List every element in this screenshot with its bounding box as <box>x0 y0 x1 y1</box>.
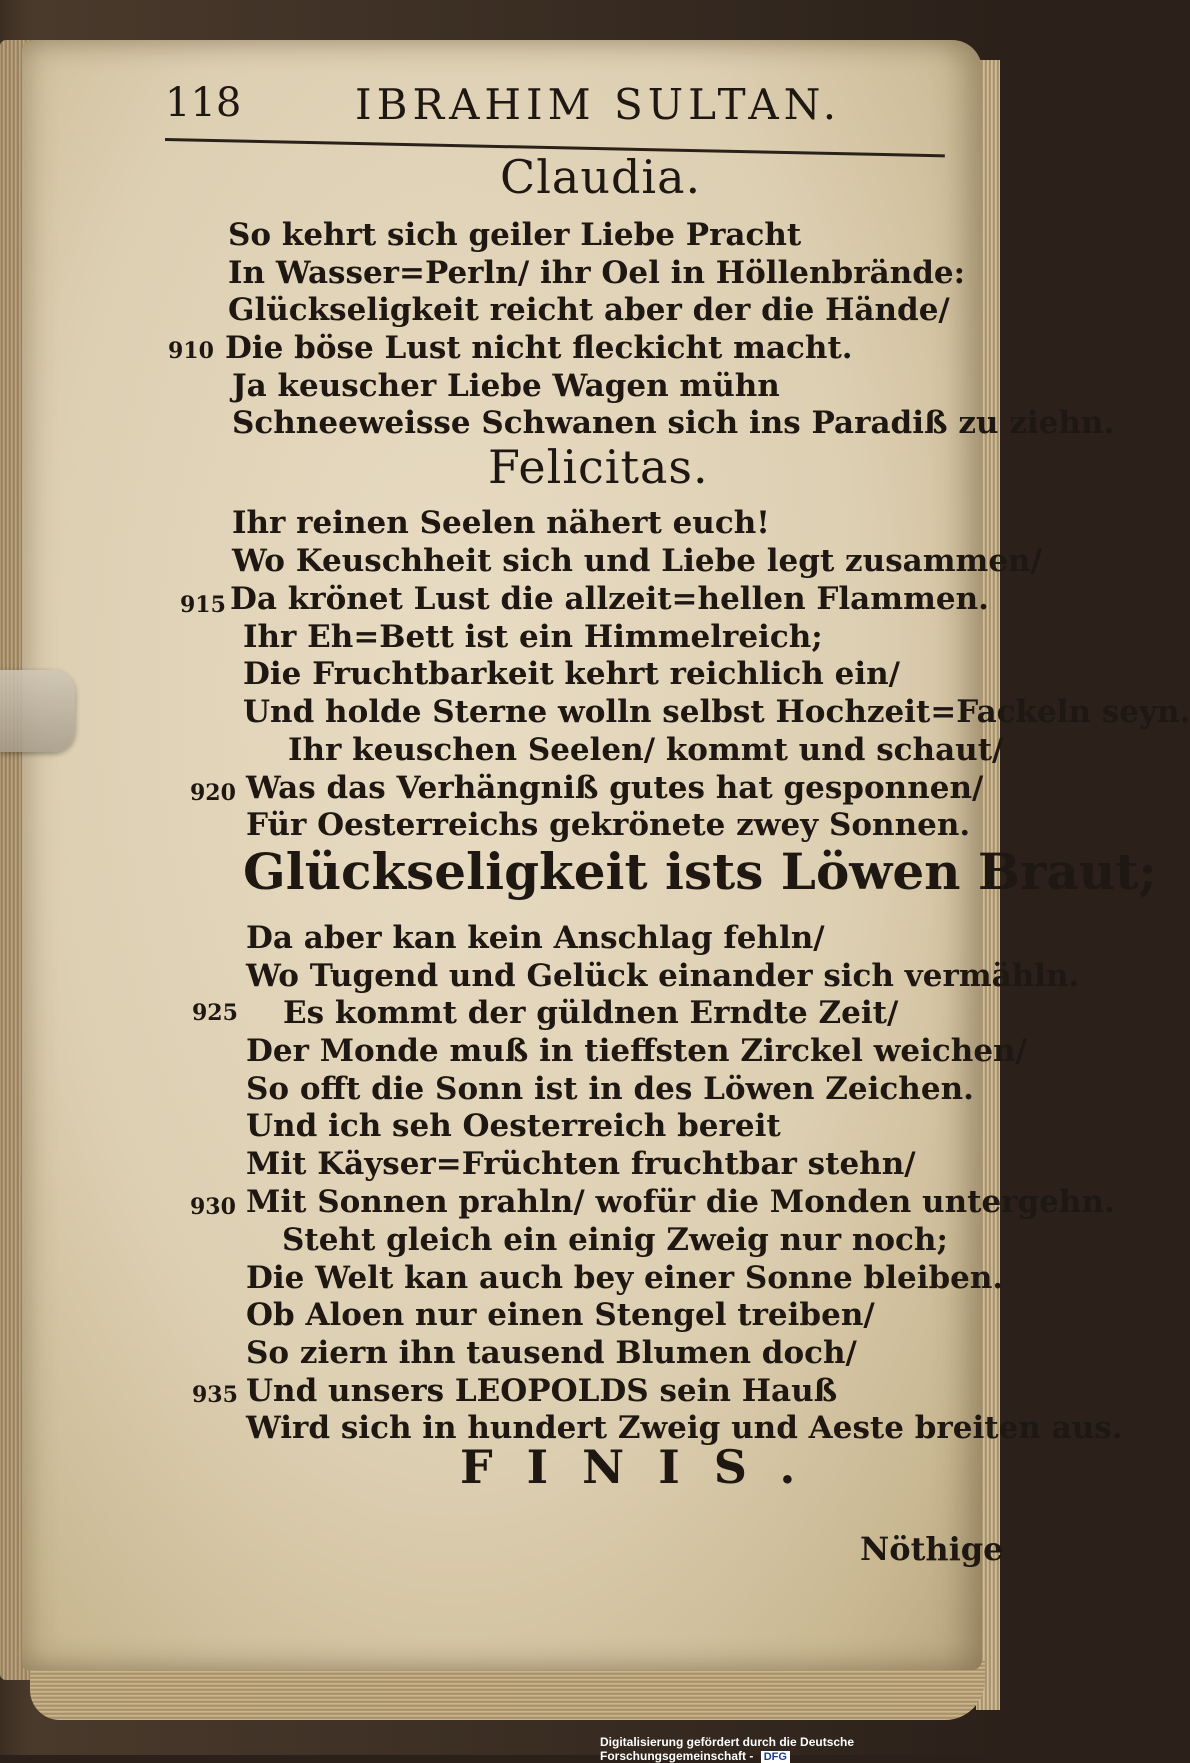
page-number: 118 <box>165 80 242 126</box>
speaker-heading: Felicitas. <box>488 440 709 494</box>
verse-line: Für Oesterreichs gekrönete zwey Sonnen. <box>246 807 971 843</box>
verse-line: Und unsers LEOPOLDS sein Hauß <box>246 1373 838 1409</box>
verse-line: Und ich seh Oesterreich bereit <box>246 1108 781 1144</box>
verse-line: Da krönet Lust die allzeit=hellen Flammen. <box>230 581 989 617</box>
line-number: 930 <box>190 1194 236 1220</box>
verse-line: Steht gleich ein einig Zweig nur noch; <box>282 1222 948 1258</box>
line-number: 935 <box>192 1382 238 1408</box>
page-clip <box>0 670 75 752</box>
line-number: 925 <box>192 1000 238 1026</box>
verse-line: Ihr Eh=Bett ist ein Himmelreich; <box>243 619 823 655</box>
line-number: 915 <box>180 592 226 618</box>
verse-line: Wo Tugend und Gelück einander sich vermähln. <box>246 958 1080 994</box>
catchword: Nöthige <box>860 1530 1004 1568</box>
verse-line: So offt die Sonn ist in des Löwen Zeichen. <box>246 1071 974 1107</box>
verse-line: Die Fruchtbarkeit kehrt reichlich ein/ <box>243 656 900 692</box>
verse-line: Ihr keuschen Seelen/ kommt und schaut/ <box>288 732 1004 768</box>
verse-line: Und holde Sterne wolln selbst Hochzeit=Fackeln seyn. <box>243 694 1190 730</box>
verse-line: Glückseligkeit reicht aber der die Hände/ <box>228 292 950 328</box>
verse-line: Ob Aloen nur einen Stengel treiben/ <box>246 1297 875 1333</box>
line-number: 910 <box>168 338 214 364</box>
verse-line: Es kommt der güldnen Erndte Zeit/ <box>283 995 899 1031</box>
verse-line: So ziern ihn tausend Blumen doch/ <box>246 1335 857 1371</box>
verse-line: Mit Käyser=Früchten fruchtbar stehn/ <box>246 1146 916 1182</box>
verse-line: Ihr reinen Seelen nähert euch! <box>232 505 770 541</box>
verse-line: Der Monde muß in tieffsten Zirckel weichen/ <box>246 1033 1027 1069</box>
running-head: IBRAHIM SULTAN. <box>355 80 842 129</box>
line-number: 920 <box>190 780 236 806</box>
verse-line: Da aber kan kein Anschlag fehln/ <box>246 920 825 956</box>
verse-line: Was das Verhängniß gutes hat gesponnen/ <box>246 770 984 806</box>
speaker-heading: Claudia. <box>500 150 702 204</box>
verse-line: Ja keuscher Liebe Wagen mühn <box>232 368 780 404</box>
verse-line: Die Welt kan auch bey einer Sonne bleiben. <box>246 1260 1004 1296</box>
verse-line-large: Glückseligkeit ists Löwen Braut; <box>243 842 1157 901</box>
verse-line: Wird sich in hundert Zweig und Aeste breiten aus. <box>246 1410 1123 1446</box>
verse-line: Wo Keuschheit sich und Liebe legt zusammen/ <box>232 543 1042 579</box>
footer-text: Digitalisierung gefördert durch die Deutsche Forschungsgemeinschaft - <box>600 1735 855 1763</box>
verse-line: In Wasser=Perln/ ihr Oel in Höllenbrände: <box>228 255 966 291</box>
finis-mark: FINIS. <box>460 1440 830 1494</box>
dfg-logo: DFG <box>761 1751 790 1763</box>
verse-line: So kehrt sich geiler Liebe Pracht <box>228 217 802 253</box>
verse-line: Mit Sonnen prahln/ wofür die Monden untergehn. <box>246 1184 1115 1220</box>
verse-line: Die böse Lust nicht fleckicht macht. <box>225 330 853 366</box>
digitization-footer <box>600 1735 1000 1763</box>
verse-line: Schneeweisse Schwanen sich ins Paradiß zu ziehn. <box>232 405 1115 441</box>
